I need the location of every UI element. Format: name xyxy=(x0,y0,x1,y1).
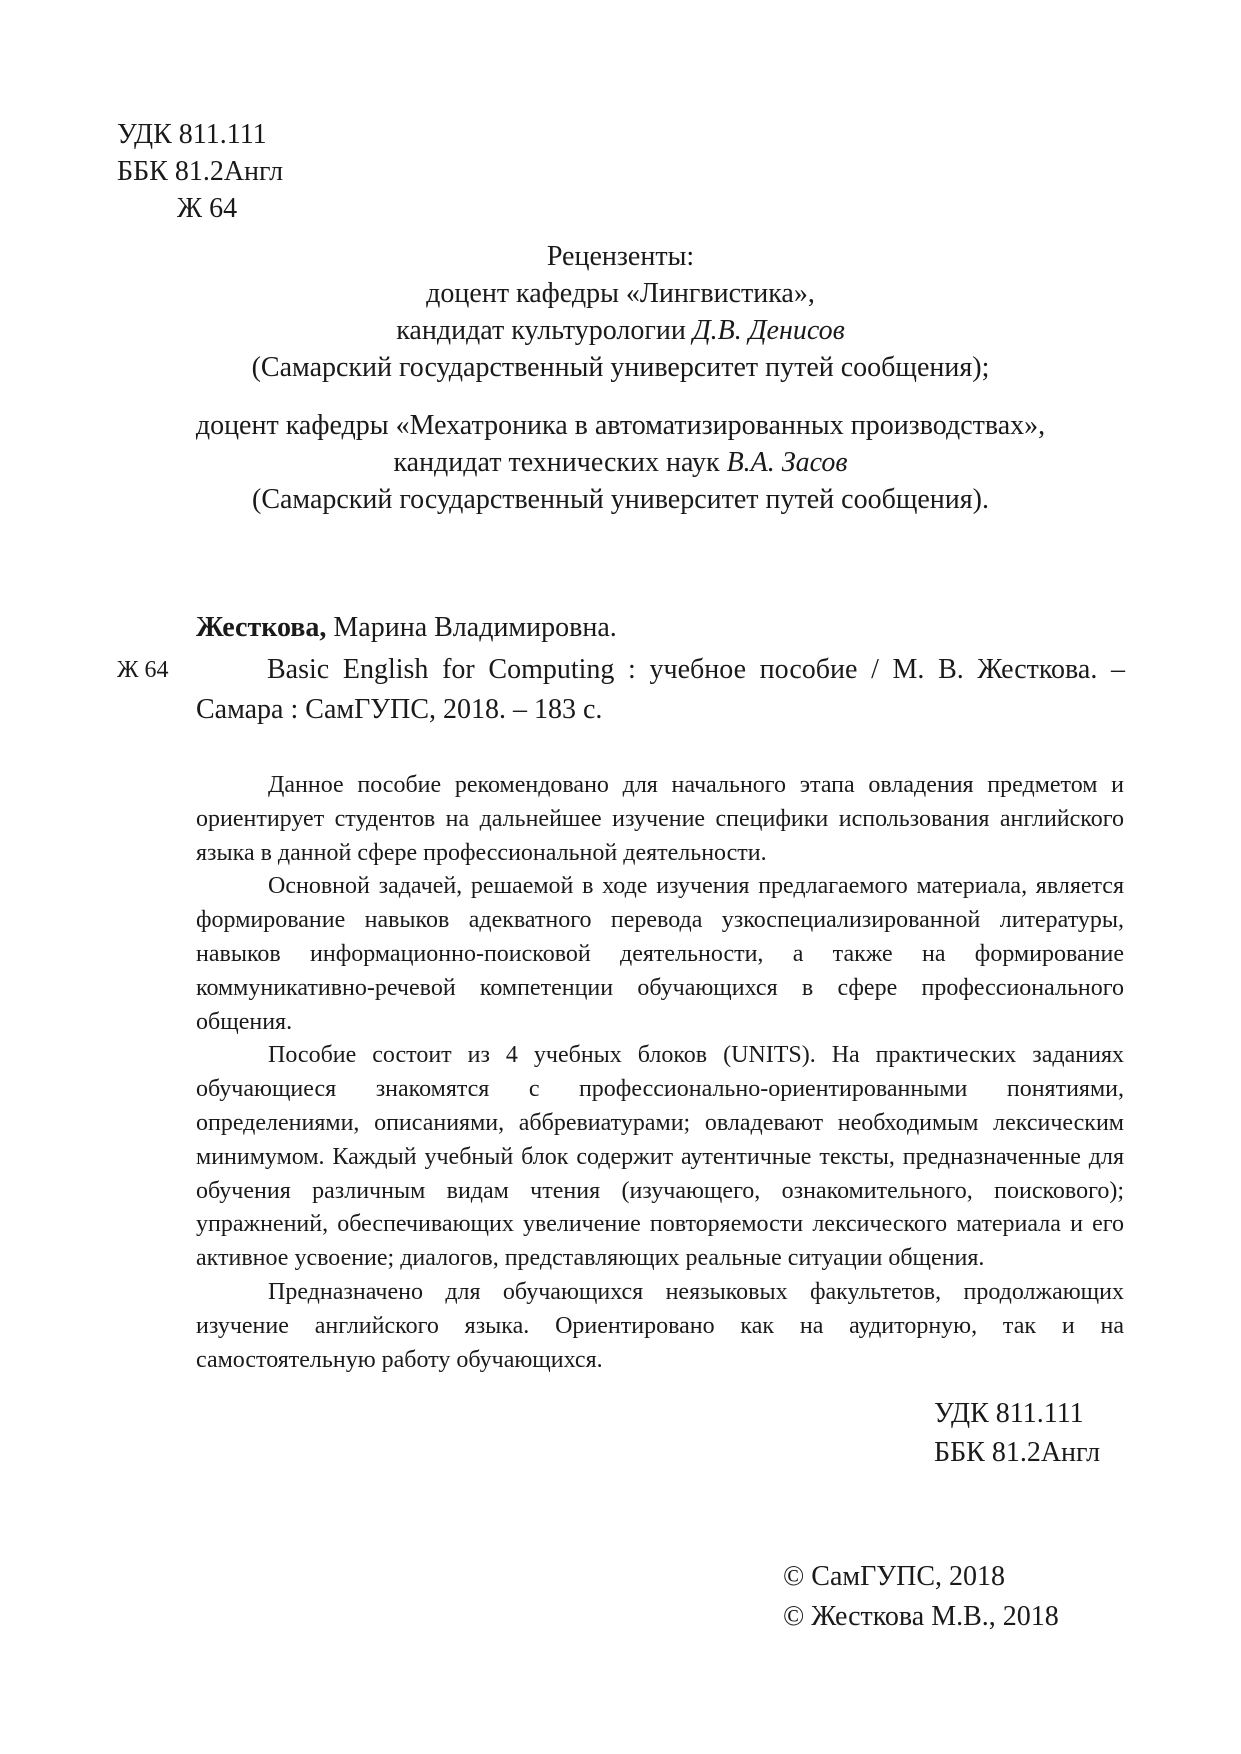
bib-sign: Ж 64 xyxy=(117,657,169,683)
bib-author-rest: Марина Владимировна. xyxy=(326,612,617,643)
reviewer-1-name: Д.В. Денисов xyxy=(692,315,845,346)
annotation xyxy=(196,769,1124,1377)
bbk-code: ББК 81.2Англ xyxy=(117,156,284,187)
reviewer-2-org: (Самарский государственный университет путей сообщения). xyxy=(252,484,989,515)
reviewer-1-degree-line xyxy=(0,314,1241,348)
annotation-paragraph-4: Предназначено для обучающихся неязыковых факультетов, продолжающих изучение английского языка. Ориентировано как на аудиторную, так и на самостоятельную работу обучающихся. xyxy=(196,1278,1124,1373)
bib-author-line xyxy=(196,611,617,645)
annotation-paragraph-2: Основной задачей, решаемой в ходе изучения предлагаемого материала, является формирование навыков адекватного перевода узкоспециализированной литературы, навыков информационно-поисковой деятельности, а также на формирование коммуникативно-речевой компетенции обучающихся в сфере профессионального общения. xyxy=(196,873,1124,1035)
reviewer-2-degree-line xyxy=(0,446,1241,480)
footer-bbk-code: ББК 81.2Англ xyxy=(934,1437,1101,1468)
reviewer-1-position: доцент кафедры «Лингвистика», xyxy=(426,278,815,309)
copyright-publisher: © СамГУПС, 2018 xyxy=(783,1561,1006,1592)
bib-author-surname: Жесткова, xyxy=(196,612,327,643)
bib-line-1: Basic English for Computing : учебное пособие / М. В. Жесткова. – xyxy=(267,654,1125,685)
annotation-paragraph-1: Данное пособие рекомендовано для начального этапа овладения предметом и ориентирует студентов на дальнейшее изучение специфики использования английского языка в данной сфере профессиональной деятельности. xyxy=(196,772,1124,866)
footer-udk-code: УДК 811.111 xyxy=(934,1398,1084,1429)
bib-line-2: Самара : СамГУПС, 2018. – 183 с. xyxy=(196,694,603,725)
reviewer-2-position: доцент кафедры «Мехатроника в автоматизированных производствах», xyxy=(195,410,1046,441)
reviewer-1-org: (Самарский государственный университет путей сообщения); xyxy=(251,352,990,383)
reviewers-title: Рецензенты: xyxy=(546,241,695,272)
annotation-paragraph-3: Пособие состоит из 4 учебных блоков (UNITS). На практических заданиях обучающиеся знакомятся с профессионально-ориентированными понятиями, определениями, описаниями, аббревиатурами; овладевают необходимым лексическим минимумом. Каждый учебный блок содержит аутентичные тексты, предназначенные для обучения различным видам чтения (изучающего, ознакомительного, поискового); упражнений, обеспечивающих увеличение повторяемости лексического материала и его активное усвоение; диалогов, представляющих реальные ситуации общения. xyxy=(196,1042,1124,1272)
udk-code: УДК 811.111 xyxy=(117,119,267,150)
copyright-author: © Жесткова М.В., 2018 xyxy=(783,1601,1059,1632)
author-sign: Ж 64 xyxy=(177,193,238,224)
reviewer-1-degree: кандидат культурологии xyxy=(396,315,693,346)
reviewer-2-name: В.А. Засов xyxy=(726,447,848,478)
reviewer-2-degree: кандидат технических наук xyxy=(393,447,727,478)
